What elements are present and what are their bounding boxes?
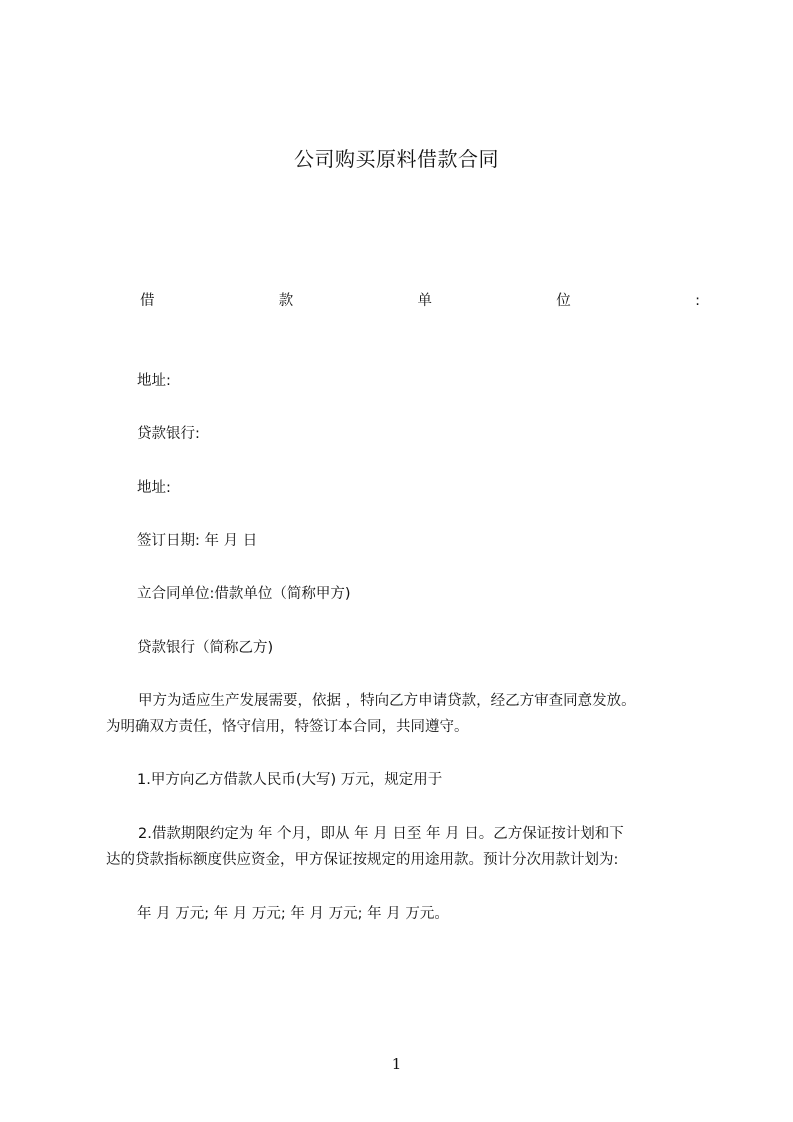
bank-address-line: 地址:	[137, 480, 171, 496]
borrower-char-3: 单	[417, 293, 433, 309]
borrower-address-line: 地址:	[137, 373, 171, 389]
clause-2-line-1: 2.借款期限约定为 年 个月，即从 年 月 日至 年 月 日。乙方保证按计划和下	[138, 826, 624, 842]
bank-abbrev-line: 贷款银行（简称乙方)	[137, 640, 274, 656]
borrower-char-4: 位	[556, 293, 571, 309]
purpose-line-1: 甲方为适应生产发展需要，依据 ，特向乙方申请贷款，经乙方审查同意发放。	[138, 693, 636, 709]
clause-2-line-2: 达的贷款指标额度供应资金，甲方保证按规定的用途用款。预计分次用款计划为:	[106, 852, 619, 868]
contract-parties-line: 立合同单位:借款单位（简称甲方)	[137, 586, 351, 602]
purpose-paragraph	[106, 688, 706, 740]
borrower-char-1: 借	[140, 293, 155, 309]
borrower-colon: :	[695, 293, 700, 309]
clause-1: 1.甲方向乙方借款人民币(大写) 万元，规定用于	[137, 772, 443, 788]
borrower-char-2: 款	[278, 293, 294, 309]
page-number: 1	[391, 1055, 402, 1073]
document-title: 公司购买原料借款合同	[294, 147, 499, 171]
payment-schedule: 年 月 万元; 年 月 万元; 年 月 万元; 年 月 万元。	[137, 906, 449, 922]
purpose-line-2: 为明确双方责任，恪守信用，特签订本合同，共同遵守。	[106, 719, 469, 735]
clause-2-paragraph	[106, 821, 706, 873]
lending-bank-line: 贷款银行:	[137, 426, 200, 442]
borrower-unit-label	[140, 291, 700, 311]
sign-date-line: 签订日期: 年 月 日	[137, 533, 258, 549]
